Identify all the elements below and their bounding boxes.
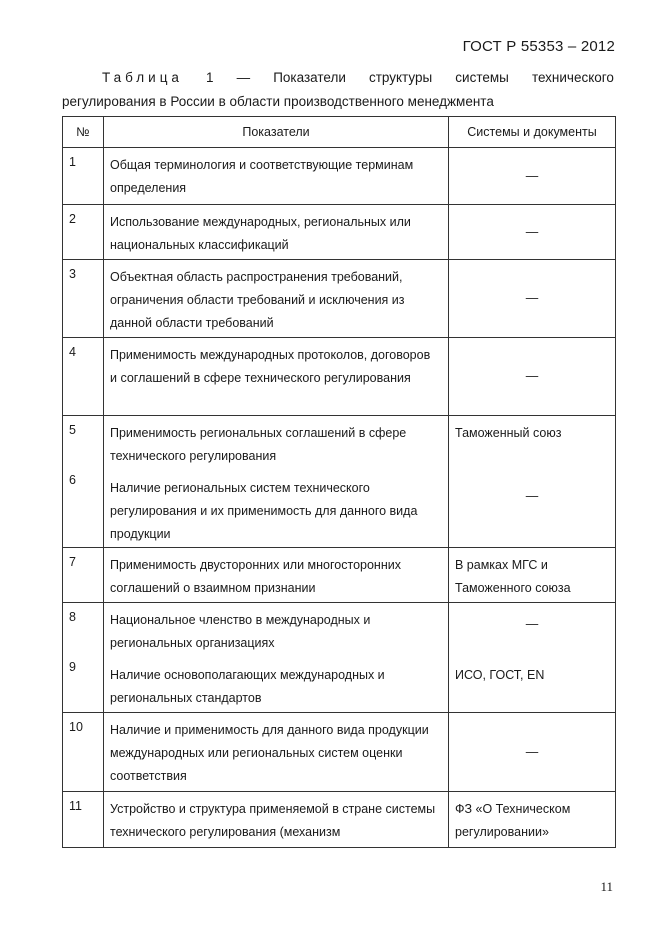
column-header-number: №	[63, 117, 104, 148]
row-indicator: Устройство и структура применяемой в стране системы технического регулирования (механизм	[104, 792, 449, 848]
row-system: —	[449, 713, 616, 792]
table-header-row	[63, 117, 616, 148]
row-number-group	[63, 416, 104, 548]
row-number: 6	[69, 473, 76, 487]
column-header-systems: Системы и документы	[449, 117, 616, 148]
row-system: —	[525, 617, 539, 631]
row-system: ИСО, ГОСТ, EN	[455, 668, 545, 682]
row-system: —	[449, 148, 616, 205]
row-system: —	[449, 205, 616, 260]
table-caption	[62, 66, 614, 114]
table-row	[63, 548, 616, 603]
caption-word: Показатели	[273, 70, 346, 85]
row-system: —	[525, 489, 539, 503]
row-system: —	[449, 338, 616, 416]
row-indicator: Использование международных, региональных или национальных классификаций	[104, 205, 449, 260]
row-number: 9	[69, 660, 76, 674]
document-code: ГОСТ Р 55353 – 2012	[462, 38, 615, 55]
caption-word: системы	[455, 70, 509, 85]
row-number: 3	[63, 260, 104, 338]
row-indicator: Общая терминология и соответствующие терминам определения	[104, 148, 449, 205]
row-indicator: Наличие основополагающих международных и региональных стандартов	[110, 668, 385, 705]
row-system: ФЗ «О Техническом регулировании»	[449, 792, 616, 848]
row-number: 8	[69, 610, 76, 624]
table-row	[63, 713, 616, 792]
row-indicator: Применимость региональных соглашений в сфере технического регулирования	[110, 426, 407, 463]
row-number: 1	[63, 148, 104, 205]
caption-line-2: регулирования в России в области производственного менеджмента	[62, 94, 494, 109]
indicators-table	[62, 116, 616, 848]
table-row-group	[63, 416, 616, 548]
row-system: —	[449, 260, 616, 338]
row-indicator: Наличие и применимость для данного вида продукции международных или региональных систем оценки соответствия	[104, 713, 449, 792]
row-system: В рамках МГС и Таможенного союза	[449, 548, 616, 603]
row-indicator: Национальное членство в международных и региональных организациях	[110, 613, 371, 650]
row-indicator: Наличие региональных систем технического регулирования и их применимость для данного вида продукции	[110, 481, 418, 541]
row-number: 4	[63, 338, 104, 416]
row-indicator: Применимость двусторонних или многосторонних соглашений о взаимном признании	[104, 548, 449, 603]
row-indicator: Объектная область распространения требований, ограничения области требований и исключения из данной области требований	[104, 260, 449, 338]
caption-dash: —	[236, 70, 251, 85]
table-row	[63, 205, 616, 260]
row-system-group	[449, 603, 616, 713]
caption-word-table: Таблица	[102, 70, 183, 85]
table-row-group	[63, 603, 616, 713]
row-indicator: Применимость международных протоколов, договоров и соглашений в сфере технического регулирования	[104, 338, 449, 416]
row-number: 5	[69, 423, 76, 437]
row-system-group	[449, 416, 616, 548]
table-row	[63, 260, 616, 338]
caption-word: технического	[531, 70, 614, 85]
column-header-indicators: Показатели	[104, 117, 449, 148]
row-number: 7	[63, 548, 104, 603]
row-number-group	[63, 603, 104, 713]
table-row	[63, 148, 616, 205]
caption-word: структуры	[368, 70, 433, 85]
row-indicator-group	[104, 416, 449, 548]
row-indicator-group	[104, 603, 449, 713]
row-number: 11	[63, 792, 104, 848]
row-system: Таможенный союз	[455, 426, 562, 440]
row-number: 10	[63, 713, 104, 792]
table-row	[63, 792, 616, 848]
page-number: 11	[600, 879, 613, 894]
caption-table-number: 1	[206, 70, 214, 85]
table-row	[63, 338, 616, 416]
row-number: 2	[63, 205, 104, 260]
